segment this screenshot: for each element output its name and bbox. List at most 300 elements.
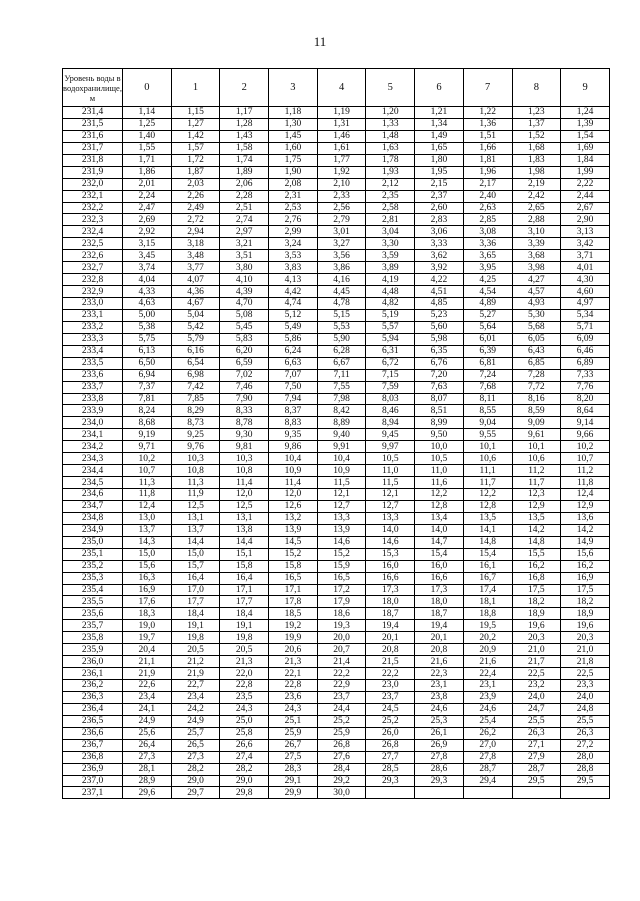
row-level-cell: 234,3: [63, 453, 123, 465]
table-cell: 10,9: [317, 465, 366, 477]
table-cell: 7,46: [220, 381, 269, 393]
table-cell: 5,42: [171, 321, 220, 333]
table-cell: 14,1: [463, 524, 512, 536]
table-cell: 11,8: [561, 477, 610, 489]
table-row: [63, 584, 610, 596]
table-cell: 9,61: [512, 429, 561, 441]
table-cell: 7,76: [561, 381, 610, 393]
table-cell: 2,03: [171, 178, 220, 190]
table-cell: 14,0: [415, 524, 464, 536]
table-cell: 13,1: [220, 512, 269, 524]
table-cell: 1,19: [317, 107, 366, 119]
table-row: [63, 321, 610, 333]
table-cell: 1,96: [463, 166, 512, 178]
table-cell: 22,8: [220, 680, 269, 692]
table-cell: 8,83: [269, 417, 318, 429]
table-cell: 26,4: [123, 739, 172, 751]
table-cell: 2,90: [561, 214, 610, 226]
table-cell: 4,39: [220, 286, 269, 298]
table-cell: 20,3: [561, 632, 610, 644]
table-cell: 8,64: [561, 405, 610, 417]
table-cell: 5,12: [269, 309, 318, 321]
table-cell: 3,27: [317, 238, 366, 250]
table-cell: 12,1: [366, 489, 415, 501]
table-cell: 11,0: [415, 465, 464, 477]
table-cell: 23,9: [463, 691, 512, 703]
table-cell: 2,79: [317, 214, 366, 226]
table-row: [63, 572, 610, 584]
table-cell: 13,3: [317, 512, 366, 524]
header-col-2: 2: [220, 69, 269, 107]
table-cell: 20,6: [269, 644, 318, 656]
table-cell: 2,76: [269, 214, 318, 226]
table-row: [63, 524, 610, 536]
table-row: [63, 107, 610, 119]
table-cell: 1,68: [512, 142, 561, 154]
table-cell: 27,5: [269, 751, 318, 763]
table-cell: 2,42: [512, 190, 561, 202]
table-cell: 3,42: [561, 238, 610, 250]
table-cell: 10,5: [366, 453, 415, 465]
table-cell: 2,40: [463, 190, 512, 202]
table-cell: 15,4: [463, 548, 512, 560]
table-cell: 1,17: [220, 107, 269, 119]
table-cell: 19,8: [171, 632, 220, 644]
table-cell: 5,49: [269, 321, 318, 333]
table-cell: 1,65: [415, 142, 464, 154]
table-cell: 4,51: [415, 286, 464, 298]
table-cell: 6,43: [512, 345, 561, 357]
table-cell: 12,1: [317, 489, 366, 501]
table-cell: 15,1: [220, 548, 269, 560]
table-cell: 14,2: [512, 524, 561, 536]
table-cell: 3,83: [269, 262, 318, 274]
table-cell: 23,7: [366, 691, 415, 703]
table-cell: 8,42: [317, 405, 366, 417]
table-cell: 8,29: [171, 405, 220, 417]
table-cell: 17,7: [220, 596, 269, 608]
table-row: [63, 763, 610, 775]
table-cell: 14,9: [561, 536, 610, 548]
table-cell: 4,30: [561, 274, 610, 286]
table-cell: 4,57: [512, 286, 561, 298]
table-cell: 17,1: [220, 584, 269, 596]
table-cell: 22,0: [220, 668, 269, 680]
table-cell: 6,85: [512, 357, 561, 369]
table-cell: 13,7: [171, 524, 220, 536]
row-level-cell: 231,8: [63, 154, 123, 166]
table-cell: 3,06: [415, 226, 464, 238]
row-level-cell: 236,9: [63, 763, 123, 775]
table-cell: 10,3: [171, 453, 220, 465]
table-row: [63, 620, 610, 632]
table-cell: 4,07: [171, 274, 220, 286]
table-cell: 2,17: [463, 178, 512, 190]
table-cell: 1,95: [415, 166, 464, 178]
table-cell: 5,79: [171, 333, 220, 345]
table-cell: 2,08: [269, 178, 318, 190]
row-level-cell: 235,9: [63, 644, 123, 656]
table-cell: 27,8: [415, 751, 464, 763]
table-cell: 21,5: [366, 656, 415, 668]
table-cell: 20,8: [366, 644, 415, 656]
table-cell: 6,50: [123, 357, 172, 369]
table-cell: 6,16: [171, 345, 220, 357]
table-cell: 15,9: [317, 560, 366, 572]
table-cell: 2,67: [561, 202, 610, 214]
table-cell: 22,2: [366, 668, 415, 680]
header-col-7: 7: [463, 69, 512, 107]
table-cell: 6,05: [512, 333, 561, 345]
table-cell: 1,93: [366, 166, 415, 178]
table-cell: 25,6: [123, 727, 172, 739]
table-cell: 21,3: [220, 656, 269, 668]
table-cell: 17,5: [512, 584, 561, 596]
table-cell: 6,59: [220, 357, 269, 369]
table-cell: 4,22: [415, 274, 464, 286]
row-level-cell: 234,1: [63, 429, 123, 441]
table-cell: 6,98: [171, 369, 220, 381]
table-cell: 2,60: [415, 202, 464, 214]
table-cell: [366, 787, 415, 799]
table-cell: 13,2: [269, 512, 318, 524]
table-cell: 4,78: [317, 298, 366, 310]
row-level-cell: 236,3: [63, 691, 123, 703]
table-cell: 2,10: [317, 178, 366, 190]
table-cell: 20,1: [415, 632, 464, 644]
table-cell: 11,3: [171, 477, 220, 489]
table-row: [63, 262, 610, 274]
table-cell: 29,0: [220, 775, 269, 787]
table-cell: 24,3: [220, 703, 269, 715]
table-cell: 12,8: [463, 500, 512, 512]
table-cell: 6,89: [561, 357, 610, 369]
table-cell: 8,16: [512, 393, 561, 405]
row-level-cell: 233,2: [63, 321, 123, 333]
table-cell: 20,5: [171, 644, 220, 656]
table-row: [63, 500, 610, 512]
table-cell: 19,9: [269, 632, 318, 644]
table-cell: 3,04: [366, 226, 415, 238]
table-cell: 20,7: [317, 644, 366, 656]
table-cell: 2,28: [220, 190, 269, 202]
table-cell: 1,74: [220, 154, 269, 166]
table-cell: 5,15: [317, 309, 366, 321]
table-cell: 2,94: [171, 226, 220, 238]
table-cell: 27,7: [366, 751, 415, 763]
table-cell: 5,71: [561, 321, 610, 333]
table-row: [63, 381, 610, 393]
table-cell: 22,8: [269, 680, 318, 692]
table-cell: 4,19: [366, 274, 415, 286]
table-cell: 1,36: [463, 118, 512, 130]
table-cell: 29,9: [269, 787, 318, 799]
table-cell: 18,3: [123, 608, 172, 620]
table-cell: 23,7: [317, 691, 366, 703]
table-row: [63, 286, 610, 298]
table-cell: 23,4: [171, 691, 220, 703]
table-cell: 6,35: [415, 345, 464, 357]
table-cell: 16,3: [123, 572, 172, 584]
table-cell: 10,4: [269, 453, 318, 465]
table-cell: 12,3: [512, 489, 561, 501]
table-cell: 28,6: [415, 763, 464, 775]
table-cell: 1,39: [561, 118, 610, 130]
table-cell: 4,54: [463, 286, 512, 298]
table-cell: 24,6: [463, 703, 512, 715]
table-cell: 7,37: [123, 381, 172, 393]
table-cell: 1,33: [366, 118, 415, 130]
table-cell: 21,6: [415, 656, 464, 668]
table-cell: 28,4: [317, 763, 366, 775]
table-cell: 4,85: [415, 298, 464, 310]
row-level-cell: 236,6: [63, 727, 123, 739]
table-cell: 11,8: [123, 489, 172, 501]
table-cell: 2,06: [220, 178, 269, 190]
table-cell: 23,8: [415, 691, 464, 703]
table-cell: 1,28: [220, 118, 269, 130]
table-cell: 4,10: [220, 274, 269, 286]
table-cell: 16,8: [512, 572, 561, 584]
row-level-cell: 236,2: [63, 680, 123, 692]
table-cell: 12,7: [317, 500, 366, 512]
table-cell: 16,2: [512, 560, 561, 572]
table-cell: 6,31: [366, 345, 415, 357]
row-level-cell: 234,8: [63, 512, 123, 524]
table-cell: 8,20: [561, 393, 610, 405]
table-cell: 1,69: [561, 142, 610, 154]
table-cell: 27,2: [561, 739, 610, 751]
table-cell: 10,5: [415, 453, 464, 465]
table-cell: 12,4: [561, 489, 610, 501]
row-level-cell: 232,9: [63, 286, 123, 298]
table-cell: 1,78: [366, 154, 415, 166]
table-cell: 29,7: [171, 787, 220, 799]
table-cell: 28,9: [123, 775, 172, 787]
table-cell: 16,9: [561, 572, 610, 584]
table-cell: 21,9: [123, 668, 172, 680]
table-cell: 5,86: [269, 333, 318, 345]
table-cell: 14,2: [561, 524, 610, 536]
table-cell: 17,3: [366, 584, 415, 596]
table-cell: 5,64: [463, 321, 512, 333]
table-cell: 29,1: [269, 775, 318, 787]
table-cell: 25,4: [463, 715, 512, 727]
table-cell: [463, 787, 512, 799]
table-cell: 3,24: [269, 238, 318, 250]
header-col-0: 0: [123, 69, 172, 107]
table-cell: 12,6: [269, 500, 318, 512]
table-cell: 20,3: [512, 632, 561, 644]
row-level-cell: 236,7: [63, 739, 123, 751]
table-cell: 14,6: [317, 536, 366, 548]
table-cell: 7,81: [123, 393, 172, 405]
table-cell: [512, 787, 561, 799]
table-cell: 4,82: [366, 298, 415, 310]
table-cell: 17,2: [317, 584, 366, 596]
row-level-cell: 235,8: [63, 632, 123, 644]
table-cell: 2,22: [561, 178, 610, 190]
table-cell: 1,80: [415, 154, 464, 166]
table-cell: 21,6: [463, 656, 512, 668]
table-cell: 16,4: [220, 572, 269, 584]
table-cell: 1,89: [220, 166, 269, 178]
row-level-cell: 233,7: [63, 381, 123, 393]
table-cell: 2,72: [171, 214, 220, 226]
table-cell: 7,11: [317, 369, 366, 381]
table-cell: 8,46: [366, 405, 415, 417]
table-cell: 25,7: [171, 727, 220, 739]
table-cell: 2,65: [512, 202, 561, 214]
table-cell: 3,98: [512, 262, 561, 274]
table-cell: 8,03: [366, 393, 415, 405]
table-cell: 9,35: [269, 429, 318, 441]
table-cell: 2,85: [463, 214, 512, 226]
table-cell: 1,87: [171, 166, 220, 178]
table-cell: 1,14: [123, 107, 172, 119]
table-cell: 13,9: [269, 524, 318, 536]
table-row: [63, 393, 610, 405]
table-cell: 12,0: [269, 489, 318, 501]
table-cell: 1,90: [269, 166, 318, 178]
table-cell: 3,21: [220, 238, 269, 250]
table-cell: 16,6: [366, 572, 415, 584]
table-cell: 24,2: [171, 703, 220, 715]
table-cell: 25,1: [269, 715, 318, 727]
table-cell: 2,24: [123, 190, 172, 202]
table-cell: [415, 787, 464, 799]
table-row: [63, 417, 610, 429]
table-cell: 19,5: [463, 620, 512, 632]
table-cell: 26,9: [415, 739, 464, 751]
table-cell: 2,53: [269, 202, 318, 214]
table-cell: 1,34: [415, 118, 464, 130]
table-cell: 26,3: [512, 727, 561, 739]
table-cell: 21,0: [561, 644, 610, 656]
table-cell: 11,5: [366, 477, 415, 489]
table-cell: 23,2: [512, 680, 561, 692]
table-row: [63, 190, 610, 202]
table-cell: 6,63: [269, 357, 318, 369]
table-cell: 28,1: [123, 763, 172, 775]
table-cell: 11,5: [317, 477, 366, 489]
header-col-1: 1: [171, 69, 220, 107]
table-cell: 12,5: [220, 500, 269, 512]
table-cell: 28,8: [561, 763, 610, 775]
table-cell: 4,89: [463, 298, 512, 310]
table-row: [63, 333, 610, 345]
table-cell: 26,7: [269, 739, 318, 751]
table-cell: 1,15: [171, 107, 220, 119]
table-cell: 3,77: [171, 262, 220, 274]
table-cell: 1,49: [415, 130, 464, 142]
table-cell: 5,94: [366, 333, 415, 345]
table-row: [63, 345, 610, 357]
table-cell: 2,19: [512, 178, 561, 190]
table-cell: 7,50: [269, 381, 318, 393]
table-cell: 2,81: [366, 214, 415, 226]
table-cell: 28,2: [220, 763, 269, 775]
table-cell: 27,3: [171, 751, 220, 763]
table-cell: 2,63: [463, 202, 512, 214]
table-cell: 1,22: [463, 107, 512, 119]
row-level-cell: 234,4: [63, 465, 123, 477]
table-cell: 2,83: [415, 214, 464, 226]
table-row: [63, 154, 610, 166]
table-cell: 23,1: [415, 680, 464, 692]
table-cell: 1,86: [123, 166, 172, 178]
table-cell: 7,59: [366, 381, 415, 393]
table-cell: 17,7: [171, 596, 220, 608]
table-row: [63, 405, 610, 417]
table-cell: 15,8: [269, 560, 318, 572]
table-cell: 18,4: [171, 608, 220, 620]
table-cell: 1,46: [317, 130, 366, 142]
table-cell: 7,85: [171, 393, 220, 405]
table-cell: 25,3: [415, 715, 464, 727]
table-cell: 21,2: [171, 656, 220, 668]
row-level-cell: 235,2: [63, 560, 123, 572]
table-cell: 1,51: [463, 130, 512, 142]
table-cell: 28,2: [171, 763, 220, 775]
table-cell: 11,0: [366, 465, 415, 477]
table-cell: 17,9: [317, 596, 366, 608]
table-cell: 24,6: [415, 703, 464, 715]
table-cell: 12,2: [463, 489, 512, 501]
table-cell: 15,6: [123, 560, 172, 572]
table-cell: 3,65: [463, 250, 512, 262]
row-level-cell: 235,0: [63, 536, 123, 548]
table-row: [63, 274, 610, 286]
table-cell: 18,7: [415, 608, 464, 620]
row-level-cell: 236,4: [63, 703, 123, 715]
table-cell: 4,97: [561, 298, 610, 310]
table-cell: 22,3: [415, 668, 464, 680]
table-cell: 11,6: [415, 477, 464, 489]
table-row: [63, 357, 610, 369]
table-cell: 25,5: [512, 715, 561, 727]
table-cell: 17,3: [415, 584, 464, 596]
table-cell: 9,25: [171, 429, 220, 441]
row-level-cell: 235,1: [63, 548, 123, 560]
table-cell: 13,1: [171, 512, 220, 524]
table-cell: 20,4: [123, 644, 172, 656]
table-cell: 25,2: [317, 715, 366, 727]
row-level-cell: 232,2: [63, 202, 123, 214]
table-cell: 1,54: [561, 130, 610, 142]
table-cell: 11,2: [561, 465, 610, 477]
table-cell: 27,8: [463, 751, 512, 763]
table-cell: 1,81: [463, 154, 512, 166]
header-col-5: 5: [366, 69, 415, 107]
table-cell: 2,58: [366, 202, 415, 214]
table-cell: 2,88: [512, 214, 561, 226]
row-level-cell: 231,4: [63, 107, 123, 119]
table-cell: 2,01: [123, 178, 172, 190]
table-cell: 9,45: [366, 429, 415, 441]
table-cell: 12,2: [415, 489, 464, 501]
table-cell: 7,20: [415, 369, 464, 381]
table-cell: 1,40: [123, 130, 172, 142]
table-cell: 7,90: [220, 393, 269, 405]
table-row: [63, 548, 610, 560]
table-cell: 22,7: [171, 680, 220, 692]
table-cell: 17,5: [561, 584, 610, 596]
table-cell: 26,0: [366, 727, 415, 739]
table-cell: 18,9: [512, 608, 561, 620]
table-cell: 14,0: [366, 524, 415, 536]
table-cell: 8,55: [463, 405, 512, 417]
